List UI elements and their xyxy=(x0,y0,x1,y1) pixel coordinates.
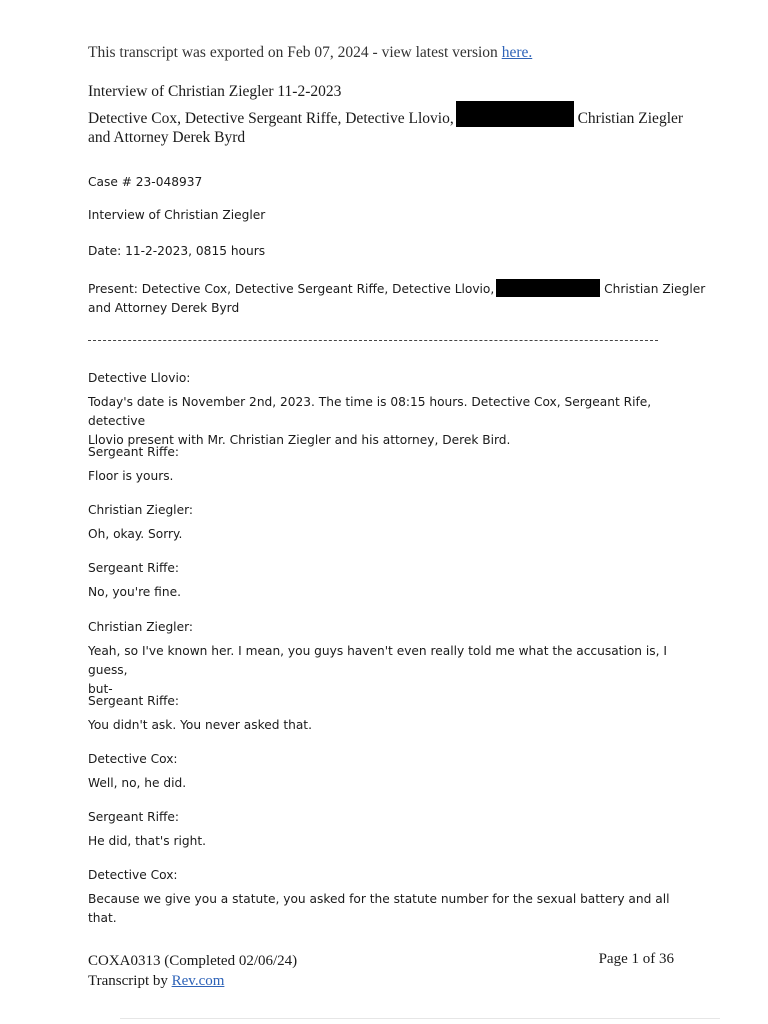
interview-date: Date: 11-2-2023, 0815 hours xyxy=(88,244,266,258)
title-block xyxy=(88,82,683,147)
transcript-credit-text: Transcript by xyxy=(88,973,172,989)
speaker-name: Christian Ziegler: xyxy=(88,620,193,634)
transcript-turn xyxy=(88,559,678,602)
transcript-turn xyxy=(88,443,678,486)
scan-edge-line xyxy=(120,1018,720,1019)
transcript-turn xyxy=(88,369,678,450)
speech-line: No, you're fine. xyxy=(88,585,181,599)
speaker-name: Detective Cox: xyxy=(88,868,178,882)
footer xyxy=(88,951,297,991)
page-number: Page 1 of 36 xyxy=(598,951,674,967)
redaction-box xyxy=(456,101,574,127)
participants-line-2: and Attorney Derek Byrd xyxy=(88,129,246,146)
transcript-turn xyxy=(88,618,678,699)
export-notice xyxy=(88,44,532,62)
transcript-turn xyxy=(88,750,678,793)
speaker-name: Sergeant Riffe: xyxy=(88,561,179,575)
speaker-name: Detective Cox: xyxy=(88,752,178,766)
speaker-name: Sergeant Riffe: xyxy=(88,810,179,824)
speech-line: Llovio present with Mr. Christian Ziegler and his attorney, Derek Bird. xyxy=(88,433,511,447)
present-line-2: and Attorney Derek Byrd xyxy=(88,301,240,315)
case-number: Case # 23-048937 xyxy=(88,175,203,189)
present-text: Present: Detective Cox, Detective Sergeant Riffe, Detective Llovio, xyxy=(88,282,495,296)
title-line: Interview of Christian Ziegler 11-2-2023 xyxy=(88,83,342,100)
export-notice-text: This transcript was exported on Feb 07, 2024 - view latest version xyxy=(88,44,502,61)
speech-line: Well, no, he did. xyxy=(88,776,187,790)
transcript-credit xyxy=(88,971,297,991)
present-block xyxy=(88,279,705,318)
speech-line: Today's date is November 2nd, 2023. The time is 08:15 hours. Detective Cox, Sergeant Rife, detective xyxy=(88,395,652,428)
transcript-turn xyxy=(88,808,678,851)
speaker-name: Sergeant Riffe: xyxy=(88,694,179,708)
speech-line: Oh, okay. Sorry. xyxy=(88,527,183,541)
speaker-name: Sergeant Riffe: xyxy=(88,445,179,459)
speech-line: He did, that's right. xyxy=(88,834,206,848)
latest-version-link[interactable]: here. xyxy=(501,44,533,61)
speech-line: Floor is yours. xyxy=(88,469,174,483)
present-line xyxy=(88,279,705,299)
present-text-cont: Christian Ziegler xyxy=(600,282,706,296)
transcript-turn xyxy=(88,692,678,735)
speaker-name: Christian Ziegler: xyxy=(88,503,193,517)
speech-line: but- xyxy=(88,682,113,696)
separator-line xyxy=(88,340,658,341)
participants-text: Detective Cox, Detective Sergeant Riffe, Detective Llovio, xyxy=(88,110,454,127)
transcript-turn xyxy=(88,866,678,928)
interview-title: Interview of Christian Ziegler xyxy=(88,208,266,222)
rev-link[interactable]: Rev.com xyxy=(171,973,225,989)
participants-line xyxy=(88,101,683,128)
speech-line: Because we give you a statute, you asked for the statute number for the sexual battery and all that. xyxy=(88,892,670,925)
transcript-turn xyxy=(88,501,678,544)
document-id: COXA0313 (Completed 02/06/24) xyxy=(88,953,298,969)
participants-text-cont: Christian Ziegler xyxy=(573,110,684,127)
speech-line: You didn't ask. You never asked that. xyxy=(88,718,312,732)
redaction-box xyxy=(496,279,600,297)
speech-line: Yeah, so I've known her. I mean, you guys haven't even really told me what the accusation is, I guess, xyxy=(88,644,667,677)
speaker-name: Detective Llovio: xyxy=(88,371,191,385)
